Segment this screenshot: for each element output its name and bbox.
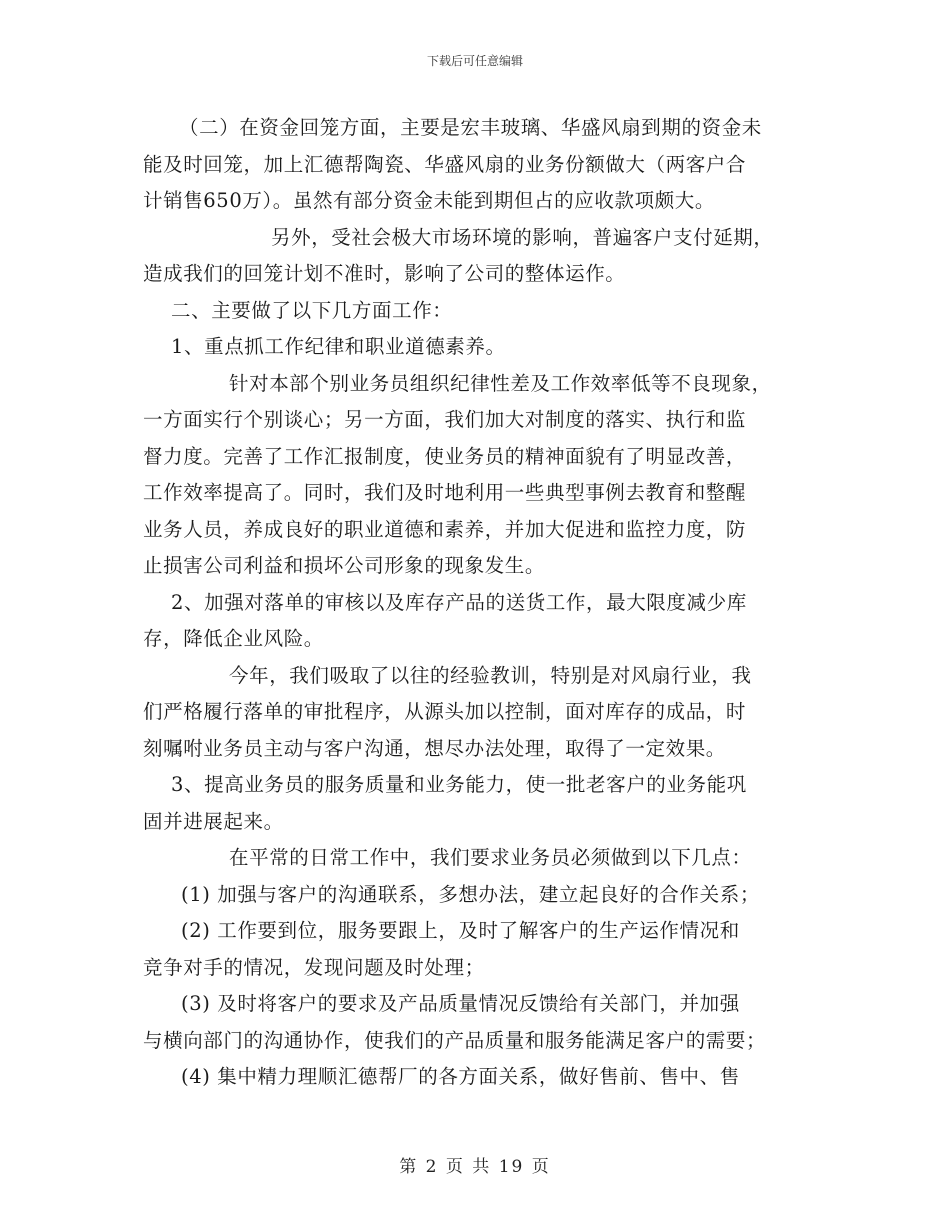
text-line: 一方面实行个别谈心；另一方面，我们加大对制度的落实、执行和监 bbox=[143, 408, 747, 431]
text-line: 止损害公司利益和损坏公司形象的现象发生。 bbox=[143, 554, 546, 577]
text-line: 刻嘱咐业务员主动与客户沟通，想尽办法处理，取得了一定效果。 bbox=[143, 736, 726, 760]
text-line: 另外，受社会极大市场环境的影响，普遍客户支付延期， bbox=[271, 225, 774, 249]
document-body bbox=[143, 110, 808, 1096]
text-line: 1、重点抓工作纪律和职业道德素养。 bbox=[171, 335, 506, 358]
text-line: 能及时回笼，加上汇德帮陶瓷、华盛风扇的业务份额做大（两客户合 bbox=[143, 152, 747, 176]
text-line: 2、加强对落单的审核以及库存产品的送货工作，最大限度减少库 bbox=[171, 590, 747, 614]
text-line: 们严格履行落单的审批程序，从源头加以控制，面对库存的成品，时 bbox=[143, 700, 747, 723]
page-header: 下载后可任意编辑 bbox=[426, 54, 523, 68]
text-line: 业务人员，养成良好的职业道德和素养，并加大促进和监控力度，防 bbox=[143, 517, 747, 541]
text-line: 督力度。完善了工作汇报制度，使业务员的精神面貌有了明显改善， bbox=[143, 444, 747, 468]
text-line: 针对本部个别业务员组织纪律性差及工作效率低等不良现象， bbox=[229, 371, 772, 395]
text-line: 造成我们的回笼计划不准时，影响了公司的整体运作。 bbox=[143, 262, 626, 285]
text-line: 今年，我们吸取了以往的经验教训，特别是对风扇行业，我 bbox=[229, 663, 752, 687]
text-line: 与横向部门的沟通协作，使我们的产品质量和服务能满足客户的需要； bbox=[143, 1028, 767, 1052]
page-footer: 第 2 页 共 19 页 bbox=[399, 1157, 551, 1177]
text-line: (4) 集中精力理顺汇德帮厂的各方面关系，做好售前、售中、售 bbox=[181, 1065, 740, 1088]
text-line: (3) 及时将客户的要求及产品质量情况反馈给有关部门，并加强 bbox=[181, 992, 740, 1015]
text-line: 计销售650万）。虽然有部分资金未能到期但占的应收款项颇大。 bbox=[143, 189, 715, 212]
text-line: 存，降低企业风险。 bbox=[143, 627, 324, 650]
text-line: 固并进展起来。 bbox=[143, 809, 284, 833]
text-line: 3、提高业务员的服务质量和业务能力，使一批老客户的业务能巩 bbox=[171, 773, 747, 796]
text-line: 竞争对手的情况，发现问题及时处理； bbox=[143, 955, 485, 979]
text-line: 在平常的日常工作中，我们要求业务员必须做到以下几点： bbox=[229, 846, 752, 869]
text-line: 工作效率提高了。同时，我们及时地利用一些典型事例去教育和整醒 bbox=[143, 481, 747, 504]
text-line: (2) 工作要到位，服务要跟上，及时了解客户的生产运作情况和 bbox=[181, 919, 740, 942]
text-line: (1) 加强与客户的沟通联系，多想办法，建立起良好的合作关系； bbox=[181, 882, 760, 906]
text-line: （二）在资金回笼方面，主要是宏丰玻璃、华盛风扇到期的资金未 bbox=[179, 116, 762, 139]
text-line: 二、主要做了以下几方面工作： bbox=[171, 298, 453, 322]
